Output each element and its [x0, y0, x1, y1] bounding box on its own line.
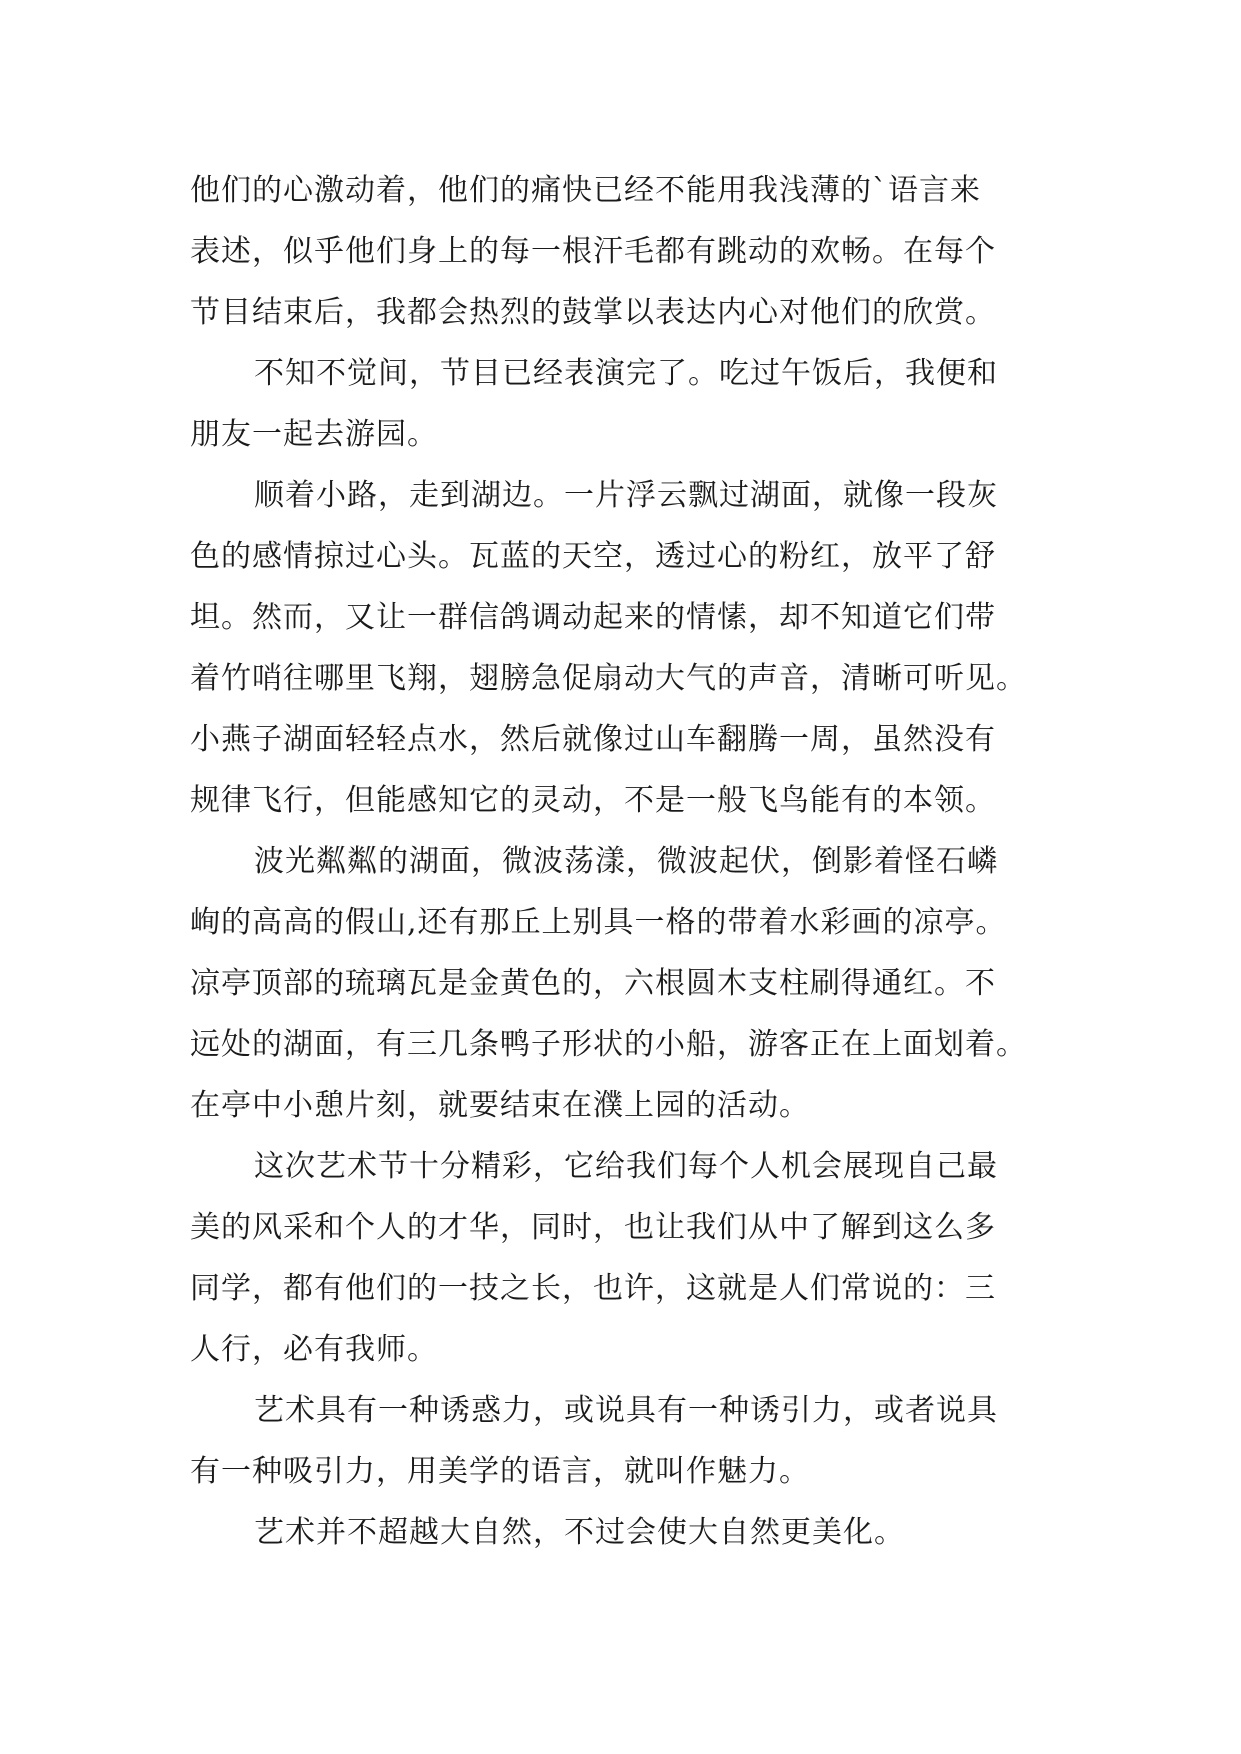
text-line: 有一种吸引力，用美学的语言，就叫作魅力。: [190, 1454, 810, 1489]
text-line: 他们的心激动着，他们的痛快已经不能用我浅薄的`语言来: [190, 173, 981, 208]
text-line: 表述，似乎他们身上的每一根汗毛都有跳动的欢畅。在每个: [190, 234, 996, 269]
text-line: 人行，必有我师。: [190, 1332, 438, 1367]
text-line: 同学，都有他们的一技之长，也许，这就是人们常说的：三: [190, 1271, 996, 1306]
paragraph-start-line: 艺术具有一种诱惑力，或说具有一种诱引力，或者说具: [254, 1393, 998, 1428]
text-line: 美的风采和个人的才华，同时，也让我们从中了解到这么多: [190, 1210, 996, 1245]
text-line: 朋友一起去游园。: [190, 417, 438, 452]
paragraph-start-line: 这次艺术节十分精彩，它给我们每个人机会展现自己最: [254, 1149, 998, 1184]
paragraph-start-line: 波光粼粼的湖面，微波荡漾，微波起伏，倒影着怪石嶙: [254, 844, 998, 879]
text-line: 着竹哨往哪里飞翔，翅膀急促扇动大气的声音，清晰可听见。: [190, 661, 1027, 696]
text-line: 规律飞行，但能感知它的灵动，不是一般飞鸟能有的本领。: [190, 783, 996, 818]
body-text: [190, 160, 1070, 1563]
text-line: 坦。然而，又让一群信鸽调动起来的情愫，却不知道它们带: [190, 600, 996, 635]
text-line: 峋的高高的假山,还有那丘上别具一格的带着水彩画的凉亭。: [190, 905, 1007, 940]
text-line: 小燕子湖面轻轻点水，然后就像过山车翻腾一周，虽然没有: [190, 722, 996, 757]
paragraph-start-line: 艺术并不超越大自然，不过会使大自然更美化。: [254, 1515, 905, 1550]
paragraph-start-line: 顺着小路，走到湖边。一片浮云飘过湖面，就像一段灰: [254, 478, 998, 513]
text-line: 远处的湖面，有三几条鸭子形状的小船，游客正在上面划着。: [190, 1027, 1027, 1062]
text-line: 节目结束后，我都会热烈的鼓掌以表达内心对他们的欣赏。: [190, 295, 996, 330]
text-line: 凉亭顶部的琉璃瓦是金黄色的，六根圆木支柱刷得通红。不: [190, 966, 996, 1001]
text-line: 色的感情掠过心头。瓦蓝的天空，透过心的粉红，放平了舒: [190, 539, 996, 574]
paragraph-start-line: 不知不觉间，节目已经表演完了。吃过午饭后，我便和: [254, 356, 998, 391]
text-line: 在亭中小憩片刻，就要结束在濮上园的活动。: [190, 1088, 810, 1123]
